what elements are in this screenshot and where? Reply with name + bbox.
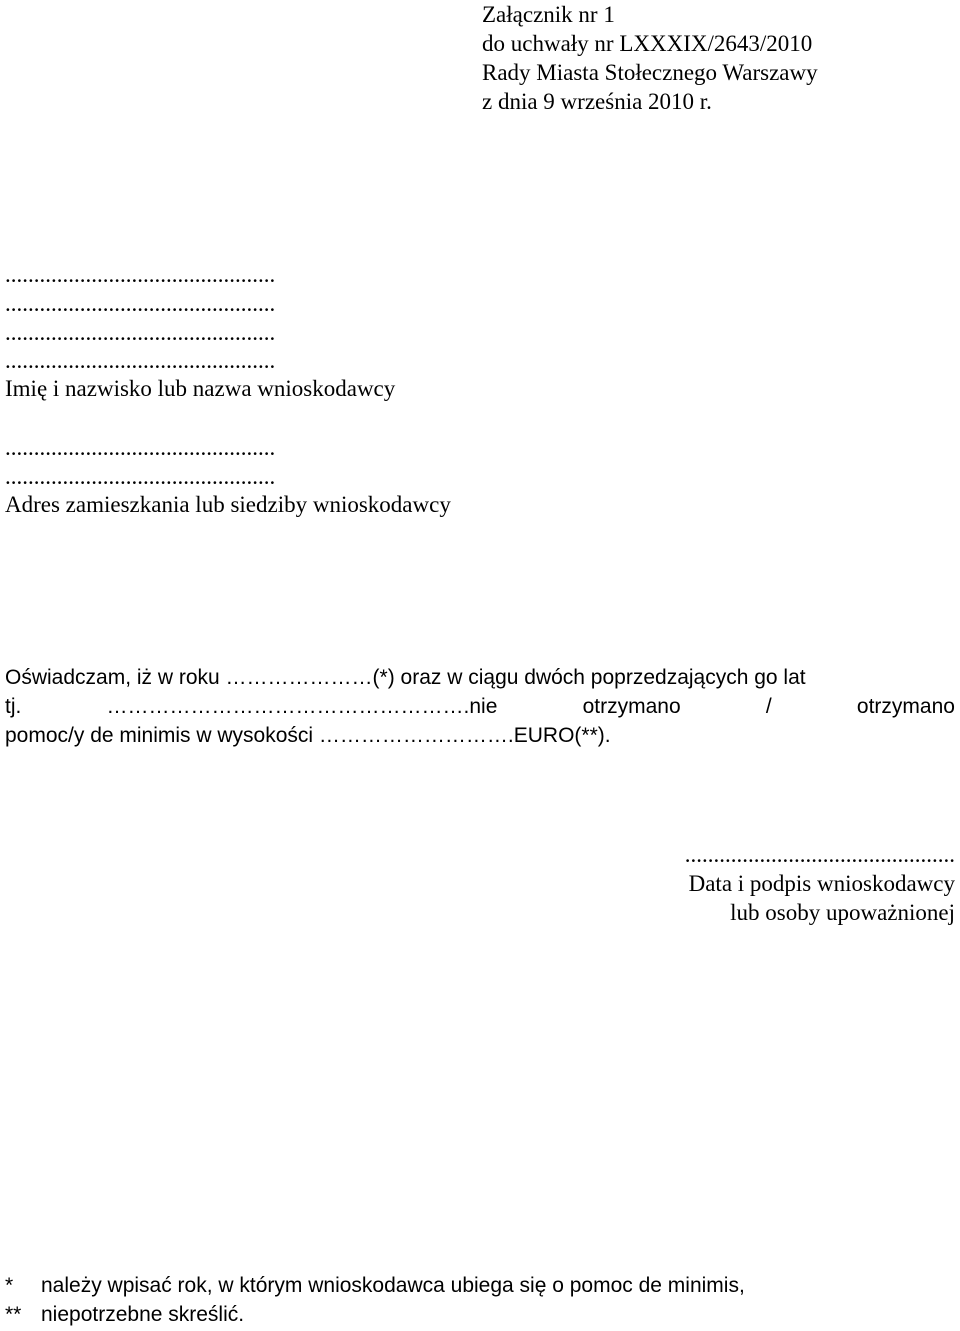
footnote-1 bbox=[5, 1271, 745, 1300]
address-caption: Adres zamieszkania lub siedziby wnioskodawcy bbox=[5, 492, 451, 517]
name-caption: Imię i nazwisko lub nazwa wnioskodawcy bbox=[5, 376, 396, 401]
address-dotted-line-1[interactable]: ............................................... bbox=[5, 435, 276, 460]
signature-block bbox=[685, 840, 955, 927]
footnote-1-mark: * bbox=[5, 1274, 14, 1297]
footnote-2 bbox=[5, 1300, 745, 1329]
declaration-tj: tj. bbox=[5, 695, 22, 718]
name-dotted-line-1[interactable]: ............................................... bbox=[5, 262, 276, 287]
document-header bbox=[482, 0, 818, 116]
declaration-line-3: pomoc/y de minimis w wysokości ……………………….EURO(**). bbox=[5, 724, 611, 747]
footnote-2-text: niepotrzebne skreślić. bbox=[41, 1303, 245, 1326]
resolution-number: do uchwały nr LXXXIX/2643/2010 bbox=[482, 31, 813, 56]
declaration-word-otrzymano-2: otrzymano bbox=[856, 695, 955, 718]
footnote-2-mark: ** bbox=[5, 1303, 22, 1326]
resolution-date: z dnia 9 września 2010 r. bbox=[482, 89, 712, 114]
declaration-slash: / bbox=[765, 695, 772, 718]
footnotes bbox=[5, 1271, 745, 1329]
signature-caption-line-1: Data i podpis wnioskodawcy bbox=[688, 871, 955, 896]
declaration-fill-nie: …………………………………………….nie bbox=[106, 695, 498, 718]
signature-dotted-line[interactable]: ............................................... bbox=[684, 842, 955, 867]
name-dotted-line-3[interactable]: ............................................... bbox=[5, 320, 276, 345]
name-dotted-line-2[interactable]: ............................................... bbox=[5, 291, 276, 316]
signature-caption-line-2: lub osoby upoważnionej bbox=[730, 900, 955, 925]
attachment-title: Załącznik nr 1 bbox=[482, 2, 615, 27]
declaration-word-otrzymano-1: otrzymano bbox=[582, 695, 681, 718]
footnote-1-text: należy wpisać rok, w którym wnioskodawca ubiega się o pomoc de minimis, bbox=[41, 1274, 745, 1297]
name-dotted-line-4[interactable]: ............................................... bbox=[5, 348, 276, 373]
declaration-line-1: Oświadczam, iż w roku …………………(*) oraz w ciągu dwóch poprzedzających go lat bbox=[5, 666, 806, 689]
declaration-line-2 bbox=[5, 692, 955, 721]
council-name: Rady Miasta Stołecznego Warszawy bbox=[482, 60, 818, 85]
address-dotted-line-2[interactable]: ............................................... bbox=[5, 464, 276, 489]
